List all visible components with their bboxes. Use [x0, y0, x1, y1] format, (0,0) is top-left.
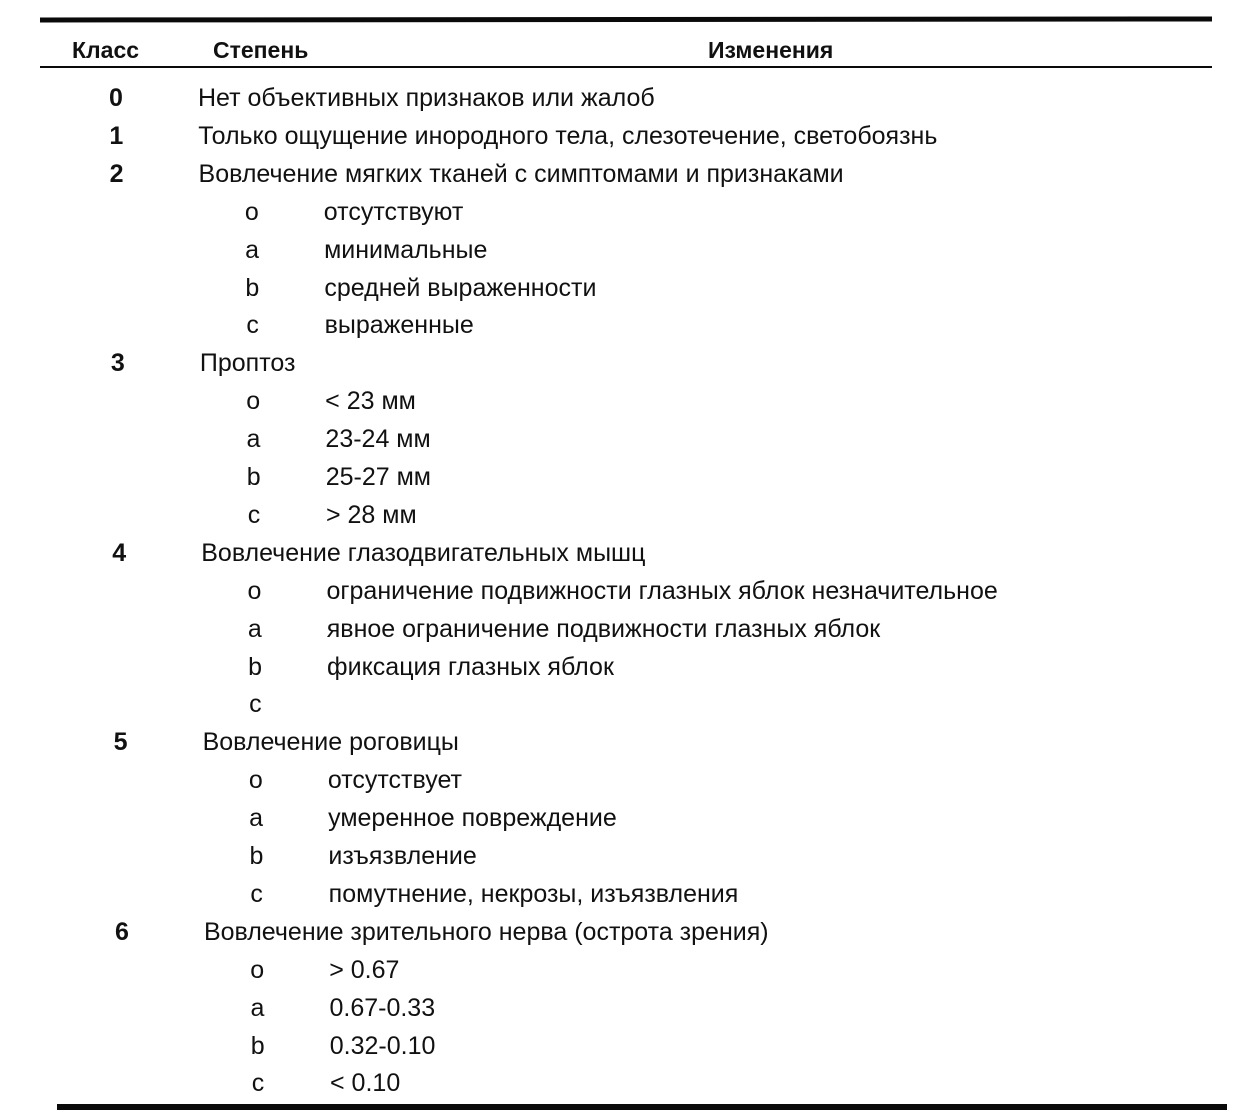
table-row-subdegree [0, 421, 1252, 457]
subdegree-letter: с [251, 1069, 265, 1098]
subdegree-letter: с [247, 500, 261, 529]
table-row-subdegree [0, 383, 1252, 419]
class-description: Вовлечение зрительного нерва (острота зрения) [203, 917, 769, 946]
header-changes: Изменения [708, 37, 834, 63]
class-description: Нет объективных признаков или жалоб [198, 84, 655, 112]
table-row-subdegree [0, 990, 1252, 1026]
table-row-class [0, 724, 1252, 760]
class-number: 6 [114, 917, 129, 946]
subdegree-letter: а [246, 425, 261, 454]
subdegree-description: минимальные [324, 235, 488, 264]
subdegree-description: изъязвление [328, 842, 477, 870]
subdegree-description: отсутствует [327, 766, 462, 795]
class-number: 4 [112, 538, 127, 567]
subdegree-description: > 0.67 [329, 955, 400, 984]
subdegree-description: отсутствуют [323, 197, 464, 226]
class-number: 0 [109, 84, 123, 112]
table-row-subdegree [0, 686, 1252, 722]
subdegree-description: умеренное повреждение [328, 804, 617, 833]
subdegree-description: 0.32-0.10 [329, 1031, 436, 1060]
subdegree-letter: о [248, 766, 263, 795]
class-number: 1 [109, 121, 124, 150]
table-row-subdegree [0, 952, 1252, 988]
table-bottom-rule [57, 1104, 1227, 1110]
table-row-subdegree [0, 497, 1252, 533]
subdegree-description: фиксация глазных яблок [327, 652, 614, 681]
subdegree-description: 0.67-0.33 [329, 993, 436, 1022]
class-description: Вовлечение мягких тканей с симптомами и признаками [198, 159, 844, 188]
table-row-subdegree [0, 194, 1252, 230]
table-row-class [0, 118, 1252, 154]
table-row-class [0, 535, 1252, 571]
subdegree-description: < 23 мм [325, 387, 416, 416]
table-row-subdegree [0, 876, 1252, 912]
subdegree-description: явное ограничение подвижности глазных яблок [326, 614, 881, 643]
table-row-class [0, 80, 1252, 116]
table-row-subdegree [0, 611, 1252, 647]
subdegree-description: 25-27 мм [325, 463, 431, 491]
subdegree-letter: b [248, 652, 262, 681]
class-number: 3 [110, 349, 125, 378]
subdegree-letter: о [250, 955, 265, 984]
subdegree-description: ограничение подвижности глазных яблок незначительное [326, 576, 998, 605]
table-row-subdegree [0, 270, 1252, 306]
table-row-class [0, 914, 1252, 950]
class-description: Только ощущение инородного тела, слезотечение, светобоязнь [198, 121, 938, 150]
subdegree-description: помутнение, некрозы, изъязвления [328, 879, 739, 908]
table-row-subdegree [0, 649, 1252, 685]
subdegree-letter: с [250, 879, 263, 908]
subdegree-letter: а [249, 804, 264, 833]
header-degree: Степень [213, 37, 309, 63]
table-row-subdegree [0, 459, 1252, 495]
table-row-subdegree [0, 573, 1252, 609]
subdegree-letter: b [249, 842, 264, 870]
table-row-class [0, 345, 1252, 381]
subdegree-letter: b [246, 463, 261, 491]
subdegree-letter: а [245, 235, 260, 264]
subdegree-letter: о [244, 197, 259, 226]
subdegree-letter: с [246, 311, 259, 340]
table-row-class [0, 156, 1252, 192]
class-number: 5 [113, 728, 128, 757]
class-number: 2 [109, 159, 124, 188]
subdegree-letter: b [245, 273, 260, 302]
subdegree-description: < 0.10 [330, 1069, 401, 1098]
table-row-subdegree [0, 800, 1252, 836]
subdegree-description: > 28 мм [325, 500, 417, 529]
table-row-subdegree [0, 1028, 1252, 1064]
table-row-subdegree [0, 232, 1252, 268]
class-description: Вовлечение роговицы [202, 728, 459, 757]
subdegree-letter: о [246, 387, 261, 416]
subdegree-letter: а [250, 993, 265, 1022]
table-header-rule [40, 66, 1212, 68]
subdegree-letter: с [249, 690, 262, 719]
table-row-subdegree [0, 762, 1252, 798]
class-description: Вовлечение глазодвигательных мышц [201, 538, 646, 567]
subdegree-letter: b [250, 1031, 265, 1060]
subdegree-letter: а [247, 614, 262, 643]
subdegree-description: средней выраженности [324, 273, 597, 302]
table-row-subdegree [0, 838, 1252, 874]
header-class: Класс [72, 37, 140, 63]
class-description: Проптоз [199, 349, 296, 378]
table-row-subdegree [0, 1065, 1252, 1101]
subdegree-description: выраженные [324, 311, 474, 340]
subdegree-letter: о [247, 576, 262, 605]
table-row-subdegree [0, 307, 1252, 343]
subdegree-description: 23-24 мм [325, 425, 431, 454]
table-top-rule [40, 16, 1212, 22]
